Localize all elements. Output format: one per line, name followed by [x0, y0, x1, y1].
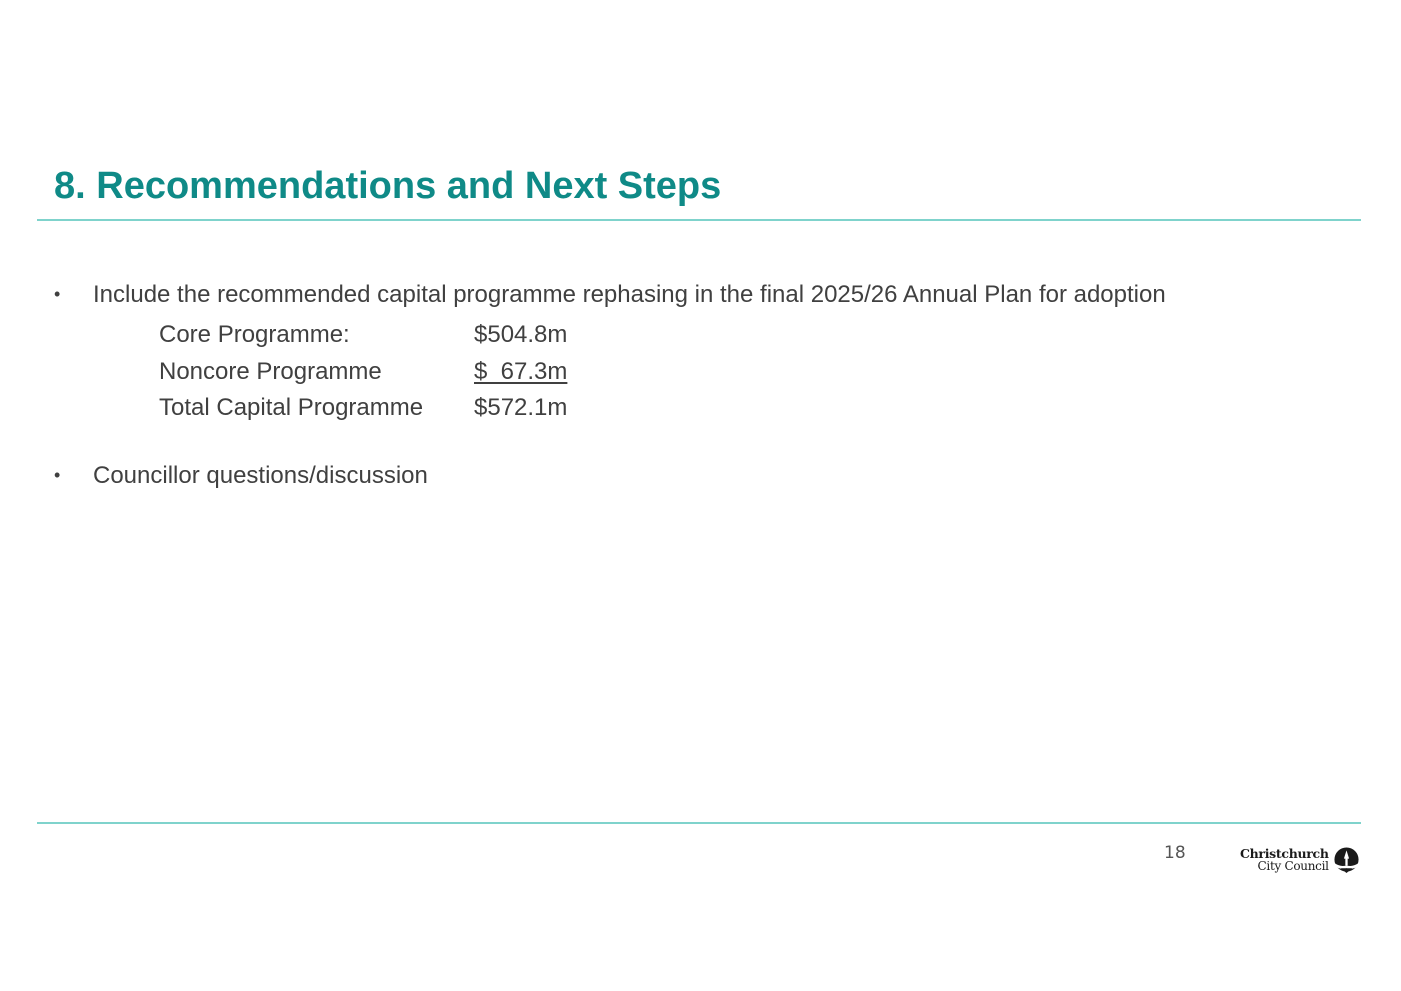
- title-divider: [37, 219, 1361, 221]
- programme-label: Core Programme:: [159, 321, 350, 349]
- programme-table: [159, 317, 567, 427]
- christchurch-emblem-icon: [1333, 847, 1360, 874]
- council-logo: [1240, 844, 1362, 876]
- bullet-text: Councillor questions/discussion: [93, 462, 428, 489]
- programme-label: Total Capital Programme: [159, 394, 424, 422]
- programme-label: Noncore Programme: [159, 357, 382, 385]
- bullet-text: Include the recommended capital programme rephasing in the final 2025/26 Annual Plan for adoption: [93, 281, 1166, 308]
- programme-row: [159, 354, 567, 391]
- programme-row: [159, 390, 567, 427]
- page-number: 18: [1164, 843, 1186, 863]
- bullet-item: [52, 462, 428, 490]
- logo-wordmark: [1240, 847, 1329, 873]
- programme-value: $504.8m: [474, 321, 568, 349]
- programme-value: $572.1m: [474, 394, 568, 422]
- logo-line-2: City Council: [1257, 859, 1329, 873]
- logo-line-1: Christchurch: [1240, 846, 1329, 861]
- programme-row: [159, 317, 567, 354]
- programme-value: $ 67.3m: [474, 357, 568, 385]
- bullet-marker: •: [54, 284, 61, 304]
- bullet-item: [52, 281, 1166, 309]
- slide-title: 8. Recommendations and Next Steps: [54, 165, 722, 207]
- footer-divider: [37, 822, 1361, 824]
- bullet-marker: •: [54, 465, 61, 485]
